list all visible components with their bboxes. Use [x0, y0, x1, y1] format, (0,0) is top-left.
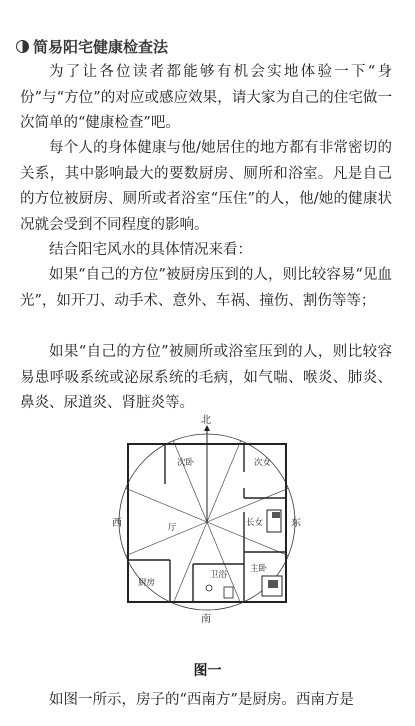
eldest-daughter-pillow — [272, 512, 280, 518]
room-eldest-daughter: 长女 — [246, 518, 264, 528]
room-kitchen: 厨房 — [138, 578, 156, 588]
master-pillow — [268, 580, 278, 588]
direction-north: 北 — [201, 415, 211, 426]
floor-plan-svg — [0, 412, 415, 657]
toilet-icon — [206, 585, 212, 591]
paragraph-4: 如果“自己的方位”被厨房压到的人，则比较容易“见血光”，如开刀、动手术、意外、车祸、撞伤、割伤等等； — [20, 267, 392, 309]
paragraph-5: 如果“自己的方位”被厕所或浴室压到的人，则比较容易患呼吸系统或泌尿系统的毛病，如气喘、喉炎、肺炎、鼻炎、尿道炎、肾脏炎等。 — [20, 344, 392, 411]
bathroom-fixture — [224, 587, 233, 598]
paragraph-1: 为了让各位读者都能够有机会实地体验一下“身份”与“方位”的对应或感应效果，请大家为自己的住宅做一次简单的“健康检查”吧。 — [20, 64, 392, 131]
floor-plan-diagram — [0, 412, 415, 657]
bottom-paragraph: 如图一所示，房子的“西南方”是厨房。西南方是 — [49, 692, 354, 708]
page-header — [16, 36, 168, 57]
direction-south: 南 — [201, 614, 211, 625]
room-second-bedroom: 次卧 — [177, 458, 195, 468]
paragraph-2: 每个人的身体健康与他/她居住的地方都有非常密切的关系，其中影响最大的要数厨房、厕所和浴室。凡是自己的方位被厨房、厕所或者浴室“压住”的人，他/她的健康状况就会受到不同程度的影响。 — [20, 140, 392, 233]
header-title: 简易阳宅健康检查法 — [33, 38, 169, 56]
room-bathroom: 卫浴 — [210, 570, 228, 580]
room-hall: 厅 — [168, 523, 177, 533]
direction-east: 东 — [291, 518, 301, 529]
yin-yang-icon — [16, 40, 29, 53]
room-master-bedroom: 主卧 — [250, 564, 268, 574]
direction-west: 西 — [112, 518, 122, 529]
room-second-daughter: 次女 — [254, 458, 272, 468]
figure-caption: 图一 — [193, 663, 222, 679]
paragraph-3: 结合阳宅风水的具体情况来看： — [49, 242, 252, 258]
